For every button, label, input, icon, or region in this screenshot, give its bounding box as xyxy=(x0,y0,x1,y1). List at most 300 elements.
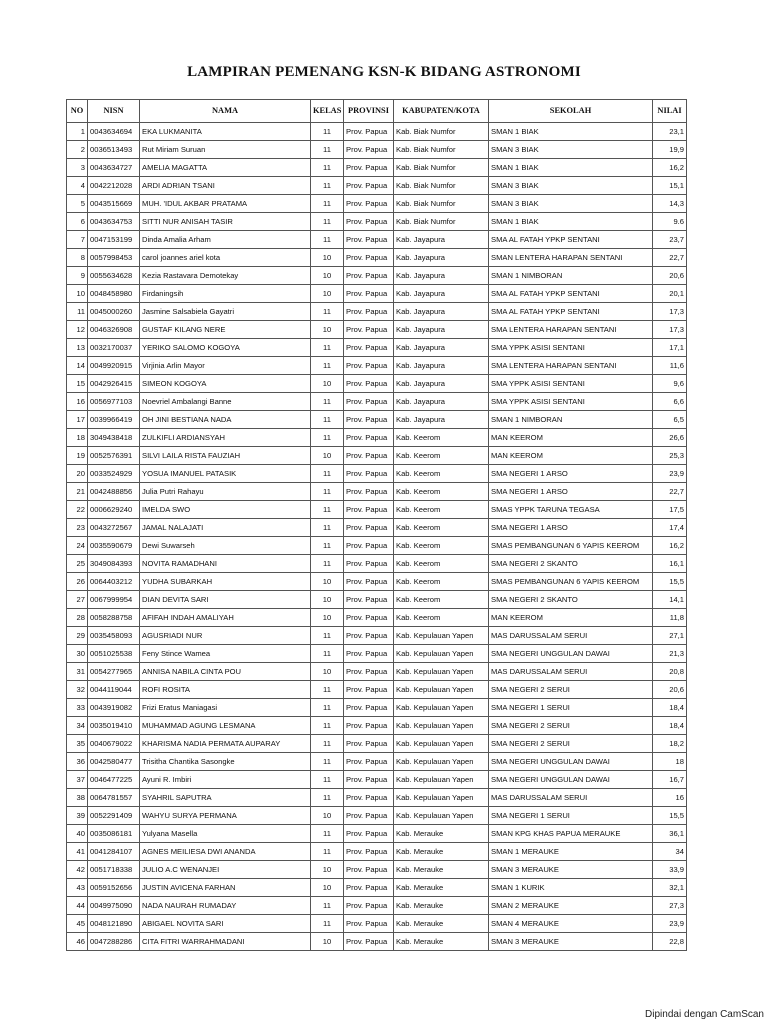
cell-kelas: 10 xyxy=(311,807,344,825)
cell-sekolah: SMAS YPPK TARUNA TEGASA xyxy=(489,501,653,519)
cell-nisn: 0051025538 xyxy=(88,645,140,663)
cell-sekolah: SMAN 3 BIAK xyxy=(489,177,653,195)
cell-nisn: 0049975090 xyxy=(88,897,140,915)
cell-kabupaten: Kab. Merauke xyxy=(394,933,489,951)
cell-nisn: 0064403212 xyxy=(88,573,140,591)
cell-nama: CITA FITRI WARRAHMADANI xyxy=(140,933,311,951)
cell-nama: Trisitha Chantika Sasongke xyxy=(140,753,311,771)
table-row xyxy=(67,249,687,267)
cell-no: 26 xyxy=(67,573,88,591)
cell-nilai: 6,5 xyxy=(653,411,687,429)
cell-no: 13 xyxy=(67,339,88,357)
table-row xyxy=(67,303,687,321)
col-header-provinsi: PROVINSI xyxy=(344,100,394,123)
table-row xyxy=(67,825,687,843)
cell-no: 46 xyxy=(67,933,88,951)
cell-nilai: 17,3 xyxy=(653,321,687,339)
cell-sekolah: SMA NEGERI 1 ARSO xyxy=(489,465,653,483)
cell-nama: YERIKO SALOMO KOGOYA xyxy=(140,339,311,357)
table-row xyxy=(67,735,687,753)
table-row xyxy=(67,717,687,735)
cell-nilai: 26,6 xyxy=(653,429,687,447)
cell-nisn: 0006629240 xyxy=(88,501,140,519)
cell-nilai: 16,1 xyxy=(653,555,687,573)
cell-nilai: 22,7 xyxy=(653,249,687,267)
cell-kabupaten: Kab. Keerom xyxy=(394,609,489,627)
cell-nilai: 33,9 xyxy=(653,861,687,879)
table-row xyxy=(67,123,687,141)
cell-nisn: 0043634727 xyxy=(88,159,140,177)
cell-kabupaten: Kab. Merauke xyxy=(394,879,489,897)
cell-kabupaten: Kab. Jayapura xyxy=(394,411,489,429)
cell-kabupaten: Kab. Kepulauan Yapen xyxy=(394,663,489,681)
cell-nilai: 14,1 xyxy=(653,591,687,609)
cell-no: 4 xyxy=(67,177,88,195)
cell-nisn: 0035086181 xyxy=(88,825,140,843)
cell-kelas: 10 xyxy=(311,447,344,465)
table-row xyxy=(67,519,687,537)
table-row xyxy=(67,681,687,699)
col-header-nama: NAMA xyxy=(140,100,311,123)
cell-sekolah: SMA NEGERI 2 SERUI xyxy=(489,681,653,699)
cell-nisn: 0032170037 xyxy=(88,339,140,357)
cell-nisn: 0033524929 xyxy=(88,465,140,483)
cell-sekolah: SMA NEGERI 2 SERUI xyxy=(489,735,653,753)
cell-no: 9 xyxy=(67,267,88,285)
cell-nilai: 20,1 xyxy=(653,285,687,303)
col-header-kabupaten: KABUPATEN/KOTA xyxy=(394,100,489,123)
cell-kelas: 10 xyxy=(311,591,344,609)
cell-provinsi: Prov. Papua xyxy=(344,681,394,699)
cell-kabupaten: Kab. Kepulauan Yapen xyxy=(394,789,489,807)
cell-no: 23 xyxy=(67,519,88,537)
table-row xyxy=(67,663,687,681)
cell-nilai: 16 xyxy=(653,789,687,807)
cell-nilai: 20,8 xyxy=(653,663,687,681)
table-row xyxy=(67,177,687,195)
cell-kabupaten: Kab. Jayapura xyxy=(394,231,489,249)
cell-kelas: 11 xyxy=(311,915,344,933)
cell-no: 2 xyxy=(67,141,88,159)
cell-sekolah: SMA AL FATAH YPKP SENTANI xyxy=(489,231,653,249)
cell-no: 3 xyxy=(67,159,88,177)
cell-kelas: 11 xyxy=(311,393,344,411)
table-row xyxy=(67,555,687,573)
table-row xyxy=(67,339,687,357)
cell-kelas: 11 xyxy=(311,123,344,141)
cell-kabupaten: Kab. Merauke xyxy=(394,843,489,861)
cell-kabupaten: Kab. Keerom xyxy=(394,555,489,573)
cell-provinsi: Prov. Papua xyxy=(344,915,394,933)
cell-kelas: 11 xyxy=(311,213,344,231)
table-row xyxy=(67,375,687,393)
cell-provinsi: Prov. Papua xyxy=(344,645,394,663)
cell-kelas: 11 xyxy=(311,411,344,429)
cell-nisn: 0042212028 xyxy=(88,177,140,195)
cell-no: 37 xyxy=(67,771,88,789)
cell-kelas: 11 xyxy=(311,735,344,753)
cell-kelas: 11 xyxy=(311,681,344,699)
cell-kabupaten: Kab. Kepulauan Yapen xyxy=(394,735,489,753)
cell-provinsi: Prov. Papua xyxy=(344,249,394,267)
cell-nama: JUSTIN AVICENA FARHAN xyxy=(140,879,311,897)
cell-nisn: 0035590679 xyxy=(88,537,140,555)
cell-provinsi: Prov. Papua xyxy=(344,501,394,519)
cell-provinsi: Prov. Papua xyxy=(344,627,394,645)
cell-sekolah: MAS DARUSSALAM SERUI xyxy=(489,663,653,681)
cell-sekolah: SMA NEGERI UNGGULAN DAWAI xyxy=(489,753,653,771)
cell-kabupaten: Kab. Kepulauan Yapen xyxy=(394,645,489,663)
cell-kelas: 10 xyxy=(311,285,344,303)
table-row xyxy=(67,915,687,933)
cell-kelas: 11 xyxy=(311,699,344,717)
cell-no: 35 xyxy=(67,735,88,753)
cell-nilai: 27,1 xyxy=(653,627,687,645)
cell-provinsi: Prov. Papua xyxy=(344,537,394,555)
cell-kabupaten: Kab. Keerom xyxy=(394,483,489,501)
cell-nama: MUH. 'IDUL AKBAR PRATAMA xyxy=(140,195,311,213)
cell-nisn: 0067999954 xyxy=(88,591,140,609)
cell-nisn: 0052576391 xyxy=(88,447,140,465)
cell-no: 1 xyxy=(67,123,88,141)
cell-nisn: 3049084393 xyxy=(88,555,140,573)
cell-nisn: 0047288286 xyxy=(88,933,140,951)
table-row xyxy=(67,429,687,447)
cell-nisn: 0045000260 xyxy=(88,303,140,321)
cell-nama: AFIFAH INDAH AMALIYAH xyxy=(140,609,311,627)
cell-nilai: 23,1 xyxy=(653,123,687,141)
cell-no: 32 xyxy=(67,681,88,699)
cell-nilai: 17,5 xyxy=(653,501,687,519)
cell-nilai: 11,8 xyxy=(653,609,687,627)
cell-no: 31 xyxy=(67,663,88,681)
cell-no: 45 xyxy=(67,915,88,933)
cell-nisn: 0055634628 xyxy=(88,267,140,285)
cell-kelas: 11 xyxy=(311,465,344,483)
cell-no: 16 xyxy=(67,393,88,411)
page-title: LAMPIRAN PEMENANG KSN-K BIDANG ASTRONOMI xyxy=(187,64,581,80)
cell-kabupaten: Kab. Jayapura xyxy=(394,267,489,285)
table-row xyxy=(67,609,687,627)
cell-nisn: 0054277965 xyxy=(88,663,140,681)
cell-no: 11 xyxy=(67,303,88,321)
cell-kabupaten: Kab. Keerom xyxy=(394,537,489,555)
cell-sekolah: SMA NEGERI 1 ARSO xyxy=(489,519,653,537)
cell-provinsi: Prov. Papua xyxy=(344,303,394,321)
table-row xyxy=(67,321,687,339)
cell-kabupaten: Kab. Merauke xyxy=(394,825,489,843)
cell-kelas: 11 xyxy=(311,195,344,213)
cell-kelas: 11 xyxy=(311,357,344,375)
cell-nama: ARDI ADRIAN TSANI xyxy=(140,177,311,195)
cell-nisn: 0046477225 xyxy=(88,771,140,789)
cell-sekolah: SMA LENTERA HARAPAN SENTANI xyxy=(489,357,653,375)
cell-nama: GUSTAF KILANG NERE xyxy=(140,321,311,339)
cell-kabupaten: Kab. Keerom xyxy=(394,465,489,483)
cell-kabupaten: Kab. Biak Numfor xyxy=(394,159,489,177)
table-row xyxy=(67,159,687,177)
cell-nisn: 0041284107 xyxy=(88,843,140,861)
cell-provinsi: Prov. Papua xyxy=(344,195,394,213)
table-row xyxy=(67,807,687,825)
table-row xyxy=(67,285,687,303)
cell-kabupaten: Kab. Jayapura xyxy=(394,375,489,393)
cell-no: 24 xyxy=(67,537,88,555)
table-row xyxy=(67,411,687,429)
cell-sekolah: SMAN 1 BIAK xyxy=(489,213,653,231)
cell-no: 14 xyxy=(67,357,88,375)
cell-nisn: 0052291409 xyxy=(88,807,140,825)
cell-kelas: 11 xyxy=(311,771,344,789)
cell-sekolah: SMAN 1 NIMBORAN xyxy=(489,411,653,429)
cell-no: 28 xyxy=(67,609,88,627)
cell-sekolah: SMAN LENTERA HARAPAN SENTANI xyxy=(489,249,653,267)
cell-sekolah: MAS DARUSSALAM SERUI xyxy=(489,627,653,645)
cell-nama: Firdaningsih xyxy=(140,285,311,303)
cell-nilai: 19,9 xyxy=(653,141,687,159)
cell-nama: Jasmine Salsabiela Gayatri xyxy=(140,303,311,321)
cell-kabupaten: Kab. Jayapura xyxy=(394,339,489,357)
cell-nilai: 25,3 xyxy=(653,447,687,465)
cell-no: 15 xyxy=(67,375,88,393)
table-row xyxy=(67,465,687,483)
cell-no: 44 xyxy=(67,897,88,915)
cell-provinsi: Prov. Papua xyxy=(344,717,394,735)
cell-sekolah: SMA AL FATAH YPKP SENTANI xyxy=(489,285,653,303)
cell-kabupaten: Kab. Keerom xyxy=(394,429,489,447)
cell-sekolah: SMA YPPK ASISI SENTANI xyxy=(489,375,653,393)
cell-nama: NOVITA RAMADHANI xyxy=(140,555,311,573)
cell-kelas: 10 xyxy=(311,375,344,393)
cell-nilai: 18,4 xyxy=(653,699,687,717)
cell-provinsi: Prov. Papua xyxy=(344,933,394,951)
table-header-row xyxy=(67,100,687,123)
cell-provinsi: Prov. Papua xyxy=(344,789,394,807)
cell-kabupaten: Kab. Jayapura xyxy=(394,393,489,411)
cell-nisn: 0043634753 xyxy=(88,213,140,231)
cell-sekolah: SMA NEGERI UNGGULAN DAWAI xyxy=(489,771,653,789)
cell-sekolah: MAN KEEROM xyxy=(489,429,653,447)
table-row xyxy=(67,879,687,897)
cell-provinsi: Prov. Papua xyxy=(344,447,394,465)
cell-no: 19 xyxy=(67,447,88,465)
cell-provinsi: Prov. Papua xyxy=(344,897,394,915)
cell-kelas: 11 xyxy=(311,717,344,735)
cell-kelas: 10 xyxy=(311,573,344,591)
cell-nisn: 0042580477 xyxy=(88,753,140,771)
cell-sekolah: SMA NEGERI 2 SERUI xyxy=(489,717,653,735)
cell-kabupaten: Kab. Jayapura xyxy=(394,303,489,321)
cell-sekolah: SMA YPPK ASISI SENTANI xyxy=(489,393,653,411)
cell-kabupaten: Kab. Keerom xyxy=(394,447,489,465)
cell-nilai: 15,1 xyxy=(653,177,687,195)
cell-sekolah: SMA YPPK ASISI SENTANI xyxy=(489,339,653,357)
cell-nisn: 0051718338 xyxy=(88,861,140,879)
cell-kelas: 11 xyxy=(311,537,344,555)
cell-nama: Noevriel Ambalangi Banne xyxy=(140,393,311,411)
cell-provinsi: Prov. Papua xyxy=(344,339,394,357)
cell-kabupaten: Kab. Jayapura xyxy=(394,249,489,267)
cell-provinsi: Prov. Papua xyxy=(344,357,394,375)
cell-provinsi: Prov. Papua xyxy=(344,483,394,501)
cell-no: 30 xyxy=(67,645,88,663)
cell-provinsi: Prov. Papua xyxy=(344,465,394,483)
cell-nilai: 9.6 xyxy=(653,213,687,231)
cell-no: 34 xyxy=(67,717,88,735)
table-row xyxy=(67,591,687,609)
cell-nisn: 0042926415 xyxy=(88,375,140,393)
cell-nama: ANNISA NABILA CINTA POU xyxy=(140,663,311,681)
cell-provinsi: Prov. Papua xyxy=(344,141,394,159)
cell-nama: Rut Miriam Suruan xyxy=(140,141,311,159)
cell-provinsi: Prov. Papua xyxy=(344,321,394,339)
table-row xyxy=(67,231,687,249)
col-header-kelas: KELAS xyxy=(311,100,344,123)
cell-kelas: 10 xyxy=(311,663,344,681)
table-body xyxy=(67,123,687,951)
cell-provinsi: Prov. Papua xyxy=(344,843,394,861)
table-row xyxy=(67,537,687,555)
cell-nama: DIAN DEVITA SARI xyxy=(140,591,311,609)
cell-nama: Dewi Suwarseh xyxy=(140,537,311,555)
cell-nisn: 0064781557 xyxy=(88,789,140,807)
cell-no: 38 xyxy=(67,789,88,807)
cell-nilai: 20,6 xyxy=(653,267,687,285)
cell-kelas: 11 xyxy=(311,141,344,159)
cell-kelas: 11 xyxy=(311,519,344,537)
cell-nama: Dinda Amalia Arham xyxy=(140,231,311,249)
cell-kabupaten: Kab. Keerom xyxy=(394,573,489,591)
cell-nisn: 0043515669 xyxy=(88,195,140,213)
cell-no: 10 xyxy=(67,285,88,303)
cell-no: 12 xyxy=(67,321,88,339)
cell-nilai: 36,1 xyxy=(653,825,687,843)
cell-provinsi: Prov. Papua xyxy=(344,771,394,789)
cell-kabupaten: Kab. Jayapura xyxy=(394,285,489,303)
cell-nama: carol joannes ariel kota xyxy=(140,249,311,267)
cell-no: 21 xyxy=(67,483,88,501)
cell-nisn: 0057998453 xyxy=(88,249,140,267)
cell-nama: Yulyana Masella xyxy=(140,825,311,843)
cell-no: 36 xyxy=(67,753,88,771)
cell-no: 5 xyxy=(67,195,88,213)
cell-nama: SIMEON KOGOYA xyxy=(140,375,311,393)
cell-nama: Frizi Eratus Maniagasi xyxy=(140,699,311,717)
cell-kelas: 11 xyxy=(311,753,344,771)
cell-nilai: 11,6 xyxy=(653,357,687,375)
cell-provinsi: Prov. Papua xyxy=(344,231,394,249)
cell-kabupaten: Kab. Biak Numfor xyxy=(394,213,489,231)
cell-nama: Feny Stince Wamea xyxy=(140,645,311,663)
cell-sekolah: SMAN 1 KURIK xyxy=(489,879,653,897)
cell-nama: AMELIA MAGATTA xyxy=(140,159,311,177)
cell-nilai: 16,2 xyxy=(653,159,687,177)
cell-kabupaten: Kab. Biak Numfor xyxy=(394,177,489,195)
cell-nama: JAMAL NALAJATI xyxy=(140,519,311,537)
cell-nisn: 0056977103 xyxy=(88,393,140,411)
cell-nilai: 21,3 xyxy=(653,645,687,663)
cell-nilai: 27,3 xyxy=(653,897,687,915)
col-header-sekolah: SEKOLAH xyxy=(489,100,653,123)
cell-nilai: 17,4 xyxy=(653,519,687,537)
cell-sekolah: SMA NEGERI 2 SKANTO xyxy=(489,591,653,609)
cell-nilai: 16,2 xyxy=(653,537,687,555)
cell-kelas: 11 xyxy=(311,159,344,177)
cell-sekolah: SMAN 1 BIAK xyxy=(489,123,653,141)
cell-nisn: 0042488856 xyxy=(88,483,140,501)
cell-nama: ABIGAEL NOVITA SARI xyxy=(140,915,311,933)
cell-provinsi: Prov. Papua xyxy=(344,177,394,195)
table-row xyxy=(67,447,687,465)
cell-nisn: 0043272567 xyxy=(88,519,140,537)
cell-nilai: 22,8 xyxy=(653,933,687,951)
cell-nama: KHARISMA NADIA PERMATA AUPARAY xyxy=(140,735,311,753)
table-row xyxy=(67,699,687,717)
cell-sekolah: SMAN 1 MERAUKE xyxy=(489,843,653,861)
cell-no: 25 xyxy=(67,555,88,573)
cell-no: 40 xyxy=(67,825,88,843)
cell-kabupaten: Kab. Kepulauan Yapen xyxy=(394,681,489,699)
cell-sekolah: SMAN KPG KHAS PAPUA MERAUKE xyxy=(489,825,653,843)
cell-kelas: 11 xyxy=(311,843,344,861)
cell-provinsi: Prov. Papua xyxy=(344,879,394,897)
cell-nisn: 0058288758 xyxy=(88,609,140,627)
cell-sekolah: SMAS PEMBANGUNAN 6 YAPIS KEEROM xyxy=(489,573,653,591)
cell-provinsi: Prov. Papua xyxy=(344,285,394,303)
cell-provinsi: Prov. Papua xyxy=(344,555,394,573)
table-row xyxy=(67,393,687,411)
cell-nama: SYAHRIL SAPUTRA xyxy=(140,789,311,807)
cell-nilai: 20,6 xyxy=(653,681,687,699)
cell-nilai: 32,1 xyxy=(653,879,687,897)
cell-no: 41 xyxy=(67,843,88,861)
cell-nilai: 17,3 xyxy=(653,303,687,321)
cell-nama: IMELDA SWO xyxy=(140,501,311,519)
table-row xyxy=(67,627,687,645)
cell-kelas: 11 xyxy=(311,789,344,807)
cell-no: 8 xyxy=(67,249,88,267)
cell-kelas: 11 xyxy=(311,825,344,843)
cell-kelas: 11 xyxy=(311,897,344,915)
cell-kabupaten: Kab. Kepulauan Yapen xyxy=(394,699,489,717)
cell-provinsi: Prov. Papua xyxy=(344,663,394,681)
cell-nisn: 0044119044 xyxy=(88,681,140,699)
cell-nisn: 0046326908 xyxy=(88,321,140,339)
cell-sekolah: SMAN 3 MERAUKE xyxy=(489,933,653,951)
cell-nisn: 0043919082 xyxy=(88,699,140,717)
cell-provinsi: Prov. Papua xyxy=(344,825,394,843)
cell-sekolah: MAS DARUSSALAM SERUI xyxy=(489,789,653,807)
cell-nama: AGUSRIADI NUR xyxy=(140,627,311,645)
table-row xyxy=(67,789,687,807)
table-row xyxy=(67,483,687,501)
cell-sekolah: SMA NEGERI 1 SERUI xyxy=(489,699,653,717)
cell-nisn: 0040679022 xyxy=(88,735,140,753)
cell-provinsi: Prov. Papua xyxy=(344,393,394,411)
cell-nisn: 0039966419 xyxy=(88,411,140,429)
cell-provinsi: Prov. Papua xyxy=(344,429,394,447)
scan-watermark: Dipindai dengan CamScan xyxy=(645,1009,764,1020)
cell-nama: Julia Putri Rahayu xyxy=(140,483,311,501)
cell-sekolah: SMA NEGERI 1 ARSO xyxy=(489,483,653,501)
cell-nilai: 16,7 xyxy=(653,771,687,789)
cell-kelas: 10 xyxy=(311,609,344,627)
cell-kabupaten: Kab. Merauke xyxy=(394,915,489,933)
cell-no: 33 xyxy=(67,699,88,717)
cell-kelas: 10 xyxy=(311,321,344,339)
cell-sekolah: SMA NEGERI UNGGULAN DAWAI xyxy=(489,645,653,663)
table-row xyxy=(67,501,687,519)
